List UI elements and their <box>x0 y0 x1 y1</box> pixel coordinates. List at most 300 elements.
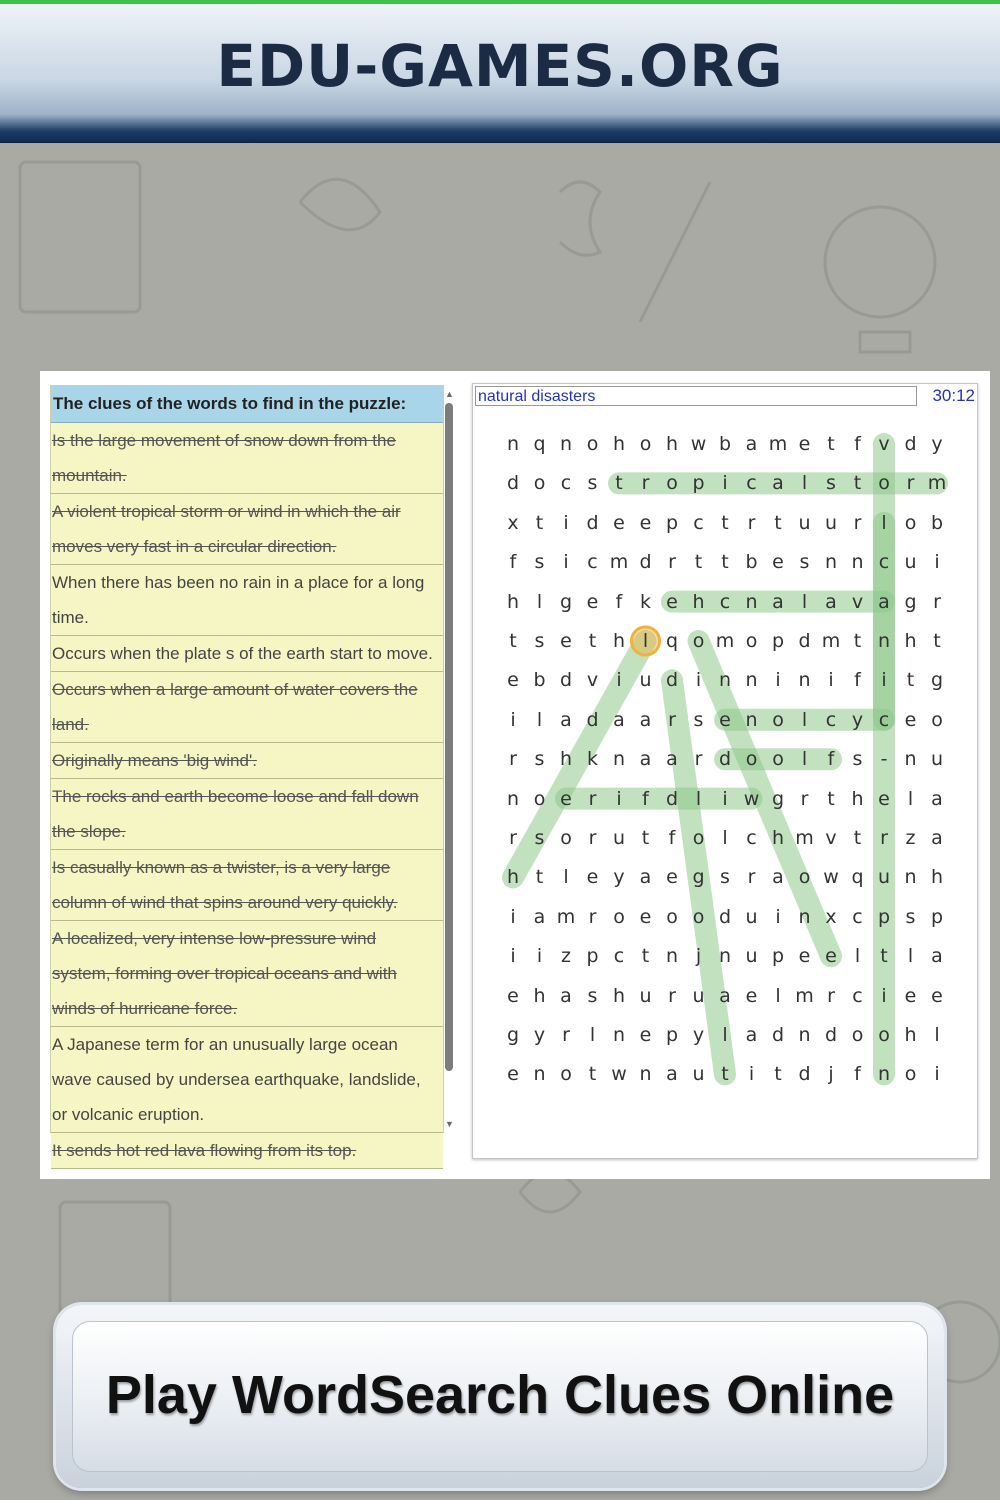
grid-letter[interactable]: d <box>559 669 573 692</box>
grid-letter[interactable]: e <box>798 433 811 455</box>
grid-letter[interactable]: d <box>639 551 652 574</box>
grid-letter[interactable]: w <box>743 787 760 810</box>
grid-letter[interactable]: t <box>535 511 544 534</box>
grid-letter[interactable]: l <box>801 708 808 731</box>
grid-letter[interactable]: n <box>665 945 679 968</box>
grid-letter[interactable]: e <box>639 905 652 928</box>
grid-letter[interactable]: i <box>563 511 569 534</box>
grid-letter[interactable]: n <box>718 945 732 968</box>
clues-scrollbar[interactable] <box>442 385 456 1131</box>
grid-letter[interactable]: i <box>881 984 887 1007</box>
grid-letter[interactable]: o <box>692 827 705 849</box>
grid-letter[interactable]: m <box>795 827 814 849</box>
grid-letter[interactable]: e <box>639 1024 652 1046</box>
grid-letter[interactable]: t <box>694 551 703 574</box>
grid-letter[interactable]: i <box>616 787 622 810</box>
grid-letter[interactable]: i <box>775 905 781 928</box>
grid-letter[interactable]: u <box>612 827 626 849</box>
grid-letter[interactable]: o <box>931 708 943 731</box>
grid-letter[interactable]: n <box>877 630 891 652</box>
grid-letter[interactable]: a <box>772 866 784 889</box>
grid-letter[interactable]: v <box>851 590 864 613</box>
grid-letter[interactable]: h <box>692 590 705 613</box>
grid-letter[interactable]: f <box>509 551 517 574</box>
grid-letter[interactable]: h <box>930 866 944 889</box>
grid-letter[interactable]: o <box>745 630 758 652</box>
grid-letter[interactable]: i <box>828 669 834 692</box>
grid-letter[interactable]: i <box>775 669 781 692</box>
grid-letter[interactable]: t <box>535 866 544 889</box>
grid-letter[interactable]: o <box>692 905 705 928</box>
grid-letter[interactable]: e <box>507 669 519 692</box>
grid-letter[interactable]: e <box>878 787 890 810</box>
grid-letter[interactable]: d <box>586 708 599 731</box>
grid-letter[interactable]: s <box>587 472 598 495</box>
grid-letter[interactable]: s <box>720 866 730 889</box>
grid-letter[interactable]: d <box>665 669 679 692</box>
grid-letter[interactable]: c <box>746 472 757 495</box>
grid-letter[interactable]: q <box>665 630 679 652</box>
grid-letter[interactable]: f <box>642 787 649 810</box>
grid-letter[interactable]: l <box>907 787 914 810</box>
grid-letter[interactable]: a <box>931 787 943 810</box>
grid-letter[interactable]: t <box>774 511 782 534</box>
grid-letter[interactable]: d <box>771 1024 785 1046</box>
grid-letter[interactable]: k <box>639 590 651 613</box>
grid-letter[interactable]: i <box>934 1063 940 1086</box>
grid-letter[interactable]: d <box>506 472 520 495</box>
grid-letter[interactable]: i <box>722 472 728 495</box>
grid-letter[interactable]: i <box>616 669 622 692</box>
grid-letter[interactable]: a <box>745 1024 758 1046</box>
grid-letter[interactable]: a <box>719 984 731 1007</box>
grid-letter[interactable]: r <box>562 1024 570 1046</box>
grid-letter[interactable]: c <box>878 708 890 731</box>
grid-letter[interactable]: o <box>745 748 758 771</box>
grid-letter[interactable]: a <box>772 590 784 613</box>
grid-letter[interactable]: t <box>827 787 835 810</box>
grid-letter[interactable]: r <box>641 472 650 495</box>
grid-letter[interactable]: n <box>877 1063 891 1086</box>
grid-letter[interactable]: g <box>771 787 785 810</box>
grid-letter[interactable]: y <box>931 433 943 455</box>
letter-grid[interactable] <box>473 410 977 1158</box>
grid-letter[interactable]: s <box>693 708 704 731</box>
grid-letter[interactable]: l <box>801 748 808 771</box>
grid-letter[interactable]: a <box>560 984 572 1007</box>
grid-letter[interactable]: n <box>798 905 811 928</box>
grid-letter[interactable]: h <box>904 1024 917 1046</box>
grid-letter[interactable]: a <box>613 708 625 731</box>
grid-letter[interactable]: n <box>559 433 573 455</box>
clues-list[interactable] <box>50 385 444 1160</box>
grid-letter[interactable]: d <box>665 787 679 810</box>
site-title[interactable]: EDU-GAMES.ORG <box>216 32 784 100</box>
grid-letter[interactable]: s <box>534 630 545 652</box>
grid-letter[interactable]: o <box>772 748 784 771</box>
grid-letter[interactable]: i <box>510 905 516 928</box>
grid-letter[interactable]: d <box>798 630 811 652</box>
scroll-up-arrow-icon[interactable]: ▲ <box>445 389 454 399</box>
grid-letter[interactable]: g <box>930 669 944 692</box>
grid-letter[interactable]: t <box>721 551 729 574</box>
grid-letter[interactable]: u <box>877 866 891 889</box>
grid-letter[interactable]: c <box>693 511 704 534</box>
grid-letter[interactable]: n <box>506 787 520 810</box>
grid-letter[interactable]: h <box>506 590 520 613</box>
grid-letter[interactable]: e <box>560 787 572 810</box>
grid-letter[interactable]: a <box>639 748 652 771</box>
grid-letter[interactable]: l <box>907 945 914 968</box>
grid-letter[interactable]: o <box>878 1024 890 1046</box>
grid-letter[interactable]: g <box>904 590 917 613</box>
grid-letter[interactable]: l <box>854 945 861 968</box>
grid-letter[interactable]: t <box>509 630 517 652</box>
grid-letter[interactable]: u <box>798 511 811 534</box>
grid-letter[interactable]: l <box>563 866 569 889</box>
grid-letter[interactable]: e <box>639 511 652 534</box>
grid-letter[interactable]: n <box>533 1063 546 1086</box>
grid-letter[interactable]: e <box>586 590 599 613</box>
grid-letter[interactable]: t <box>615 472 623 495</box>
grid-letter[interactable]: e <box>507 984 519 1007</box>
grid-letter[interactable]: y <box>613 866 625 889</box>
grid-letter[interactable]: n <box>798 1024 811 1046</box>
grid-letter[interactable]: i <box>748 1063 755 1086</box>
grid-letter[interactable]: r <box>853 511 862 534</box>
grid-letter[interactable]: c <box>825 708 837 731</box>
grid-letter[interactable]: o <box>586 433 599 455</box>
grid-letter[interactable]: n <box>718 669 732 692</box>
grid-letter[interactable]: e <box>560 630 572 652</box>
grid-letter[interactable]: e <box>613 511 625 534</box>
grid-letter[interactable]: a <box>533 905 546 928</box>
grid-letter[interactable]: b <box>745 551 758 574</box>
grid-letter[interactable]: m <box>715 630 735 652</box>
grid-letter[interactable]: m <box>795 984 814 1007</box>
grid-letter[interactable]: l <box>801 590 808 613</box>
grid-letter[interactable]: u <box>824 511 838 534</box>
grid-letter[interactable]: l <box>695 787 702 810</box>
grid-letter[interactable]: t <box>853 630 862 652</box>
grid-letter[interactable]: h <box>533 984 546 1007</box>
grid-letter[interactable]: l <box>722 1024 728 1046</box>
grid-letter[interactable]: v <box>878 433 890 455</box>
grid-letter[interactable]: n <box>745 669 758 692</box>
grid-letter[interactable]: l <box>536 590 543 613</box>
grid-letter[interactable]: r <box>880 827 888 849</box>
grid-letter[interactable]: c <box>878 551 890 574</box>
grid-letter[interactable]: o <box>851 1024 864 1046</box>
grid-letter[interactable]: n <box>851 551 864 574</box>
grid-letter[interactable]: o <box>613 905 625 928</box>
grid-letter[interactable]: v <box>586 669 599 692</box>
grid-letter[interactable]: a <box>666 748 678 771</box>
grid-letter[interactable]: r <box>588 827 597 849</box>
grid-letter[interactable]: l <box>642 630 649 652</box>
grid-letter[interactable]: l <box>722 827 728 849</box>
grid-letter[interactable]: a <box>931 827 943 849</box>
grid-letter[interactable]: e <box>666 866 678 889</box>
grid-letter[interactable]: i <box>536 945 543 968</box>
grid-letter[interactable]: q <box>533 433 546 455</box>
cta-banner[interactable] <box>56 1305 944 1488</box>
grid-letter[interactable]: f <box>615 590 623 613</box>
grid-letter[interactable]: y <box>851 708 864 731</box>
grid-letter[interactable]: p <box>771 945 785 968</box>
grid-letter[interactable]: - <box>880 748 888 771</box>
grid-letter[interactable]: t <box>933 630 941 652</box>
grid-letter[interactable]: s <box>799 551 810 574</box>
grid-letter[interactable]: t <box>721 511 729 534</box>
grid-letter[interactable]: t <box>880 945 888 968</box>
grid-letter[interactable]: x <box>825 905 837 928</box>
grid-letter[interactable]: d <box>586 511 599 534</box>
word-search-board <box>472 383 978 1159</box>
grid-letter[interactable]: r <box>800 787 809 810</box>
grid-letter[interactable]: r <box>668 984 676 1007</box>
grid-letter[interactable]: i <box>510 945 516 968</box>
grid-letter[interactable]: p <box>692 472 705 495</box>
grid-letter[interactable]: t <box>774 1063 782 1086</box>
grid-letter[interactable]: s <box>534 827 545 849</box>
grid-letter[interactable]: o <box>904 1063 917 1086</box>
grid-letter[interactable]: l <box>536 708 543 731</box>
grid-letter[interactable]: q <box>851 866 864 889</box>
grid-letter[interactable]: f <box>854 669 861 692</box>
grid-letter[interactable]: g <box>506 1024 520 1046</box>
grid-letter[interactable]: m <box>609 551 629 574</box>
grid-letter[interactable]: a <box>560 708 572 731</box>
grid-letter[interactable]: o <box>639 433 652 455</box>
grid-letter[interactable]: u <box>692 984 705 1007</box>
grid-letter[interactable]: l <box>934 1024 940 1046</box>
scroll-down-arrow-icon[interactable]: ▼ <box>445 1119 454 1129</box>
grid-letter[interactable]: s <box>534 551 545 574</box>
grid-letter[interactable]: o <box>560 827 572 849</box>
grid-letter[interactable]: h <box>851 787 864 810</box>
grid-letter[interactable]: o <box>533 787 546 810</box>
grid-letter[interactable]: a <box>878 590 890 613</box>
grid-letter[interactable]: t <box>853 472 862 495</box>
grid-letter[interactable]: b <box>718 433 732 455</box>
grid-letter[interactable]: n <box>904 748 917 771</box>
grid-letter[interactable]: h <box>771 827 785 849</box>
grid-letter[interactable]: o <box>904 511 917 534</box>
scrollbar-thumb[interactable] <box>445 403 453 1071</box>
grid-letter[interactable]: n <box>639 1063 652 1086</box>
grid-letter[interactable]: f <box>854 433 861 455</box>
grid-letter[interactable]: o <box>666 905 678 928</box>
grid-letter[interactable]: j <box>695 945 702 968</box>
grid-letter[interactable]: e <box>666 590 678 613</box>
grid-letter[interactable]: i <box>881 669 887 692</box>
grid-letter[interactable]: p <box>771 630 785 652</box>
grid-letter[interactable]: r <box>694 748 703 771</box>
grid-letter[interactable]: a <box>745 433 758 455</box>
grid-letter[interactable]: f <box>827 748 835 771</box>
grid-letter[interactable]: n <box>824 551 838 574</box>
grid-letter[interactable]: u <box>930 748 944 771</box>
grid-letter[interactable]: z <box>561 945 571 968</box>
grid-letter[interactable]: d <box>718 748 732 771</box>
grid-letter[interactable]: t <box>641 827 650 849</box>
grid-letter[interactable]: h <box>665 433 679 455</box>
grid-letter[interactable]: c <box>852 905 863 928</box>
grid-letter[interactable]: u <box>692 1063 705 1086</box>
grid-letter[interactable]: h <box>612 984 626 1007</box>
grid-letter[interactable]: n <box>798 669 811 692</box>
grid-letter[interactable]: i <box>563 551 569 574</box>
grid-letter[interactable]: h <box>612 433 626 455</box>
grid-letter[interactable]: n <box>612 748 626 771</box>
grid-letter[interactable]: d <box>718 905 732 928</box>
grid-letter[interactable]: s <box>534 748 545 771</box>
grid-letter[interactable]: r <box>588 787 597 810</box>
feather-doodle-icon <box>300 179 380 230</box>
grid-letter[interactable]: h <box>506 866 520 889</box>
grid-letter[interactable]: o <box>772 708 784 731</box>
grid-letter[interactable]: o <box>798 866 811 889</box>
grid-letter[interactable]: n <box>745 590 758 613</box>
grid-letter[interactable]: e <box>586 866 599 889</box>
grid-letter[interactable]: p <box>665 511 679 534</box>
grid-letter[interactable]: s <box>852 748 863 771</box>
grid-letter[interactable]: h <box>612 630 626 652</box>
grid-letter[interactable]: u <box>639 984 652 1007</box>
grid-letter[interactable]: z <box>905 827 916 849</box>
grid-letter[interactable]: c <box>560 472 572 495</box>
grid-letter[interactable]: c <box>719 590 731 613</box>
grid-letter[interactable]: m <box>821 630 841 652</box>
grid-letter[interactable]: a <box>772 472 784 495</box>
grid-letter[interactable]: b <box>533 669 546 692</box>
grid-letter[interactable]: u <box>745 905 758 928</box>
grid-letter[interactable]: i <box>695 669 702 692</box>
grid-letter[interactable]: u <box>745 945 758 968</box>
grid-letter[interactable]: p <box>665 1024 679 1046</box>
grid-letter[interactable]: n <box>904 866 917 889</box>
grid-letter[interactable]: e <box>745 984 758 1007</box>
grid-letter[interactable]: g <box>692 866 705 889</box>
grid-letter[interactable]: w <box>823 866 839 889</box>
grid-letter[interactable]: x <box>507 511 519 534</box>
grid-letter[interactable]: t <box>853 827 862 849</box>
grid-letter[interactable]: m <box>556 905 576 928</box>
grid-letter[interactable]: r <box>668 551 676 574</box>
grid-letter[interactable]: h <box>559 748 573 771</box>
grid-letter[interactable]: k <box>586 748 598 771</box>
grid-letter[interactable]: n <box>612 1024 626 1046</box>
grid-letter[interactable]: r <box>906 472 915 495</box>
grid-letter[interactable]: r <box>933 590 941 613</box>
grid-letter[interactable]: r <box>747 866 756 889</box>
grid-letter[interactable]: d <box>798 1063 811 1086</box>
grid-letter[interactable]: c <box>852 984 863 1007</box>
grid-letter[interactable]: e <box>931 984 943 1007</box>
grid-letter[interactable]: v <box>825 827 837 849</box>
grid-letter[interactable]: i <box>722 787 728 810</box>
grid-letter[interactable]: e <box>772 551 784 574</box>
grid-letter[interactable]: c <box>746 827 757 849</box>
grid-letter[interactable]: t <box>721 1063 729 1086</box>
grid-letter[interactable]: b <box>930 511 944 534</box>
grid-letter[interactable]: c <box>587 551 598 574</box>
grid-letter[interactable]: o <box>666 472 678 495</box>
grid-letter[interactable]: j <box>828 1063 834 1086</box>
grid-letter[interactable]: l <box>801 472 808 495</box>
grid-letter[interactable]: h <box>904 630 917 652</box>
grid-letter[interactable]: n <box>506 433 520 455</box>
grid-letter[interactable]: t <box>588 1063 597 1086</box>
grid-letter[interactable]: l <box>881 511 887 534</box>
grid-letter[interactable]: l <box>775 984 781 1007</box>
grid-letter[interactable]: g <box>559 590 573 613</box>
grid-letter[interactable]: t <box>588 630 597 652</box>
grid-letter[interactable]: e <box>507 1063 519 1086</box>
grid-letter[interactable]: e <box>719 708 731 731</box>
grid-letter[interactable]: w <box>611 1063 627 1086</box>
grid-letter[interactable]: r <box>747 511 756 534</box>
grid-letter[interactable]: u <box>639 669 652 692</box>
grid-letter[interactable]: a <box>931 945 943 968</box>
grid-letter[interactable]: t <box>641 945 650 968</box>
grid-letter[interactable]: y <box>533 1024 546 1046</box>
grid-letter[interactable]: o <box>692 630 705 652</box>
grid-letter[interactable]: s <box>905 905 916 928</box>
grid-letter[interactable]: o <box>878 472 890 495</box>
grid-letter[interactable]: t <box>906 669 915 692</box>
grid-letter[interactable]: i <box>510 708 516 731</box>
grid-letter[interactable]: d <box>904 433 917 455</box>
grid-letter[interactable]: u <box>904 551 917 574</box>
grid-letter[interactable]: o <box>533 472 546 495</box>
grid-letter[interactable]: m <box>768 433 788 455</box>
grid-letter[interactable]: e <box>825 945 837 968</box>
grid-letter[interactable]: a <box>639 708 652 731</box>
grid-letter[interactable]: e <box>904 984 917 1007</box>
grid-letter[interactable]: a <box>639 866 652 889</box>
grid-letter[interactable]: f <box>854 1063 861 1086</box>
grid-letter[interactable]: f <box>668 827 676 849</box>
grid-letter[interactable]: i <box>934 551 940 574</box>
grid-letter[interactable]: e <box>798 945 811 968</box>
grid-letter[interactable]: y <box>692 1024 705 1046</box>
grid-letter[interactable]: e <box>904 708 917 731</box>
grid-letter[interactable]: r <box>827 984 835 1007</box>
grid-letter[interactable]: s <box>826 472 836 495</box>
grid-letter[interactable]: r <box>509 748 517 771</box>
grid-letter[interactable]: a <box>825 590 837 613</box>
grid-letter[interactable]: d <box>824 1024 838 1046</box>
grid-letter[interactable]: n <box>745 708 758 731</box>
grid-letter[interactable]: w <box>690 433 707 455</box>
grid-letter[interactable]: m <box>927 472 947 495</box>
grid-letter[interactable]: r <box>588 905 597 928</box>
grid-letter[interactable]: p <box>877 905 891 928</box>
grid-letter[interactable]: t <box>827 433 835 455</box>
grid-letter[interactable]: r <box>668 708 676 731</box>
grid-letter[interactable]: p <box>586 945 599 968</box>
grid-letter[interactable]: o <box>560 1063 572 1086</box>
grid-letter[interactable]: a <box>666 1063 678 1086</box>
grid-letter[interactable]: s <box>587 984 598 1007</box>
grid-letter[interactable]: p <box>930 905 944 928</box>
grid-letter[interactable]: l <box>589 1024 596 1046</box>
cta-text[interactable]: Play WordSearch Clues Online <box>105 1365 895 1425</box>
grid-letter[interactable]: r <box>509 827 517 849</box>
grid-letter[interactable]: c <box>613 945 625 968</box>
